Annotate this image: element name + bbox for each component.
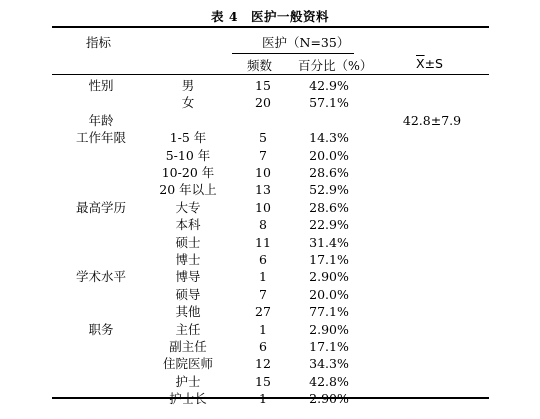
row-percent: 17.1%: [309, 252, 349, 267]
row-item: 主任: [175, 321, 201, 337]
row-frequency: 1: [259, 269, 267, 285]
row-frequency: 12: [255, 356, 271, 372]
row-frequency: 27: [255, 304, 271, 320]
row-percent: 14.3%: [309, 130, 349, 146]
row-percent: 42.8%: [309, 373, 349, 389]
row-frequency: 5: [259, 130, 267, 146]
row-frequency: 15: [255, 373, 271, 389]
row-frequency: [243, 391, 283, 407]
row-frequency: 6: [259, 339, 267, 354]
row-category: 年龄: [88, 112, 114, 128]
row-category: 学术水平: [75, 269, 126, 285]
row-frequency: 1: [259, 321, 267, 337]
row-item: 硕导: [175, 286, 201, 302]
row-percent: 34.3%: [309, 356, 349, 372]
row-category: 性别: [88, 78, 114, 93]
row-percent: 20.0%: [309, 147, 349, 163]
row-category: 最高学历: [75, 199, 126, 215]
row-percent: 28.6%: [309, 165, 349, 180]
row-item: 其他: [175, 304, 201, 320]
header-mean-sd: [416, 56, 443, 71]
row-frequency: 7: [259, 286, 267, 302]
row-item: 20 年以上: [159, 182, 217, 198]
row-item: 10-20 年: [161, 165, 215, 180]
row-item: 大专: [175, 199, 201, 215]
row-percent: 52.9%: [309, 182, 349, 198]
header-indicator: 指标: [86, 35, 112, 50]
row-frequency: 15: [255, 78, 271, 93]
row-category: 工作年限: [75, 130, 126, 146]
row-percent: 22.9%: [309, 217, 349, 233]
row-item: 女: [181, 95, 195, 111]
row-item: 副主任: [169, 339, 207, 354]
row-percent: 42.9%: [309, 78, 349, 93]
row-frequency: 11: [255, 234, 271, 250]
row-frequency: 10: [255, 199, 271, 215]
row-percent: 57.1%: [309, 95, 349, 111]
row-category: 职务: [88, 321, 114, 337]
header-freq: 频数: [247, 58, 273, 73]
row-percent: 2.90%: [309, 269, 349, 285]
header-sd-symbol: ±S: [424, 56, 443, 71]
row-percent: 17.1%: [309, 339, 349, 354]
row-percent: 2.90%: [309, 321, 349, 337]
table-title: 表 4 医护一般资料: [210, 9, 330, 24]
bottom-rule: [52, 397, 489, 399]
row-item: 护士: [175, 373, 201, 389]
row-percent: 77.1%: [309, 304, 349, 320]
row-frequency: 7: [259, 147, 267, 163]
row-frequency: 10: [255, 165, 271, 180]
header-percent: 百分比（%）: [298, 58, 373, 73]
row-percent: 20.0%: [309, 286, 349, 302]
row-item: 博导: [175, 269, 201, 285]
row-item: 男: [181, 78, 195, 93]
header-rule: [52, 74, 489, 75]
row-item: [148, 391, 228, 407]
row-item: 硕士: [175, 234, 201, 250]
header-group: 医护（N=35）: [262, 35, 350, 50]
row-item: 住院医师: [162, 356, 213, 372]
row-percent: [289, 391, 369, 407]
top-rule: [52, 26, 489, 28]
row-mean-sd: 42.8±7.9: [402, 112, 462, 128]
group-underline: [232, 53, 354, 54]
row-percent: 31.4%: [309, 234, 349, 250]
row-frequency: 8: [259, 217, 267, 233]
row-item: 博士: [175, 252, 201, 267]
header-mean-symbol: $\overline{X}$: [416, 56, 425, 71]
row-frequency: 20: [255, 95, 271, 111]
row-item: 本科: [175, 217, 201, 233]
row-item: 5-10 年: [165, 147, 211, 163]
row-percent: 28.6%: [309, 199, 349, 215]
row-frequency: 13: [255, 182, 271, 198]
row-item: 1-5 年: [169, 130, 207, 146]
row-frequency: 6: [259, 252, 267, 267]
